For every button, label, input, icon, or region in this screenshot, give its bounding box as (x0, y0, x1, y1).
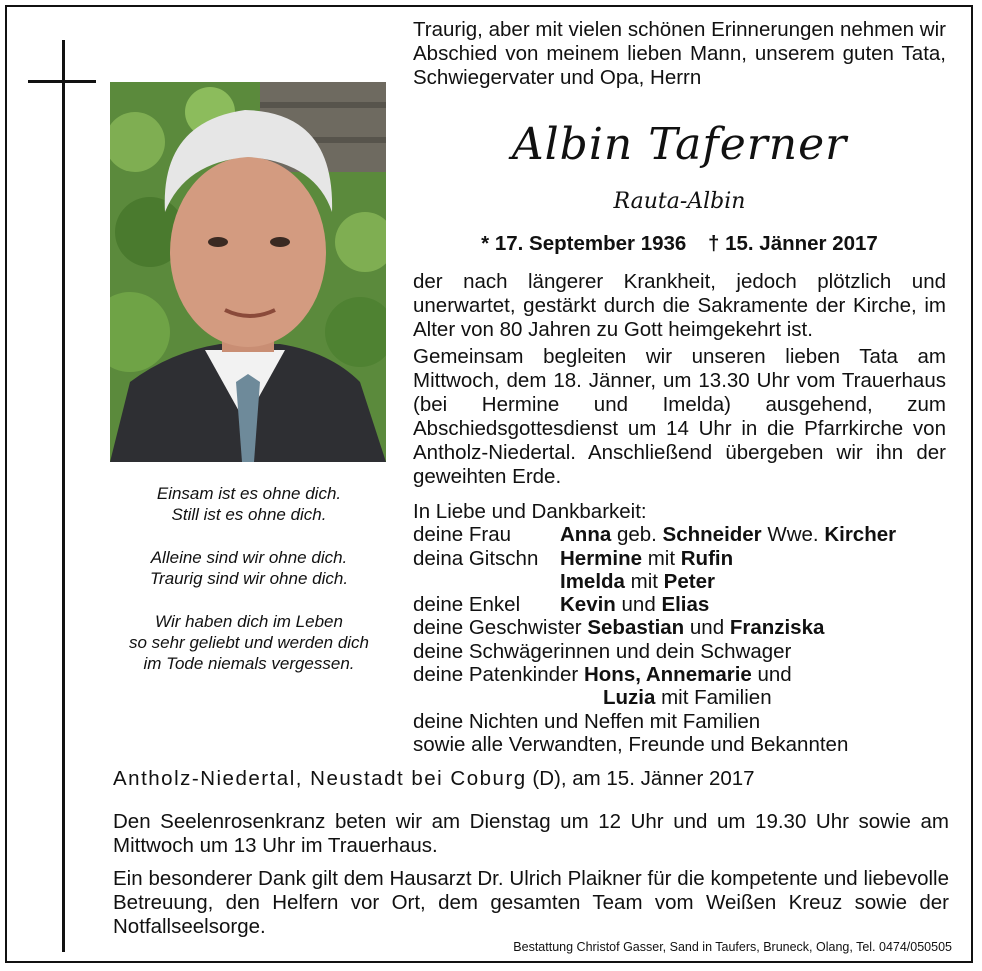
deceased-nickname: Rauta-Albin (613, 189, 746, 214)
birth-date: * 17. September 1936 (481, 232, 687, 255)
life-dates (413, 231, 946, 257)
family-row-godchildren: deine Patenkinder Hons, Annemarie und (413, 663, 792, 687)
family-list (413, 500, 953, 756)
family-row-daughters-2: Imelda mit Peter (560, 569, 715, 593)
poem-line: Alleine sind wir ohne dich. (150, 548, 348, 567)
undertaker-credit: Bestattung Christof Gasser, Sand in Taufers, Bruneck, Olang, Tel. 0474/050505 (513, 940, 952, 954)
family-row-nieces: deine Nichten und Neffen mit Familien (413, 709, 761, 733)
death-paragraph: der nach längerer Krankheit, jedoch plötzlich und unerwartet, gestärkt durch die Sakramente der Kirche, im Alter von 80 Jahren zu Gott heimgekehrt ist. (413, 270, 946, 341)
death-date: † 15. Jänner 2017 (708, 232, 878, 255)
rosary-paragraph: Den Seelenrosenkranz beten wir am Dienstag um 12 Uhr und um 19.30 Uhr sowie am Mittwoch um 13 Uhr im Trauerhaus. (113, 810, 949, 857)
funeral-paragraph: Gemeinsam begleiten wir unseren lieben Tata am Mittwoch, dem 18. Jänner, um 13.30 Uhr vom Trauerhaus (bei Hermine und Imelda) ausgehend, zum Abschiedsgottesdienst um 14 Uhr in die Pfarrkirche von Antholz-Niedertal. Anschließend übergeben wir ihn der geweihten Erde. (413, 345, 946, 488)
poem-line: Einsam ist es ohne dich. (156, 484, 342, 503)
family-row-in-laws: deine Schwägerinnen und dein Schwager (413, 639, 792, 663)
deceased-name: Albin Taferner (511, 119, 848, 170)
family-row-wife: deine Frau Anna geb. Schneider Wwe. Kircher (413, 523, 897, 547)
poem-line: so sehr geliebt und werden dich (128, 633, 370, 652)
family-heading: In Liebe und Dankbarkeit: (413, 500, 647, 523)
family-row-godchildren-2: Luzia mit Familien (603, 686, 772, 710)
poem-line: Traurig sind wir ohne dich. (149, 569, 349, 588)
poem-line: im Tode niemals vergessen. (143, 654, 355, 673)
poem-line: Still ist es ohne dich. (171, 505, 327, 524)
poem (104, 483, 394, 674)
place-date: Antholz-Niedertal, Neustadt bei Coburg (D), am 15. Jänner 2017 (113, 767, 755, 790)
thanks-paragraph: Ein besonderer Dank gilt dem Hausarzt Dr. Ulrich Plaikner für die kompetente und liebevolle Betreuung, den Helfern vor Ort, dem gesamten Team vom Weißen Kreuz sowie der Notfallseelsorge. (113, 867, 949, 938)
family-row-daughters: deina Gitschn Hermine mit Rufin (413, 546, 734, 570)
cross-icon (62, 40, 65, 952)
family-row-grandchildren: deine Enkel Kevin und Elias (413, 593, 710, 617)
family-row-relatives: sowie alle Verwandten, Freunde und Bekannten (413, 732, 849, 756)
poem-line: Wir haben dich im Leben (155, 612, 343, 631)
portrait-photo (110, 82, 386, 462)
cross-icon-bar (28, 80, 96, 83)
family-row-siblings: deine Geschwister Sebastian und Franziska (413, 616, 825, 640)
intro-text: Traurig, aber mit vielen schönen Erinnerungen nehmen wir Abschied von meinem lieben Mann, unserem guten Tata, Schwiegervater und Opa, Herrn (413, 18, 946, 89)
